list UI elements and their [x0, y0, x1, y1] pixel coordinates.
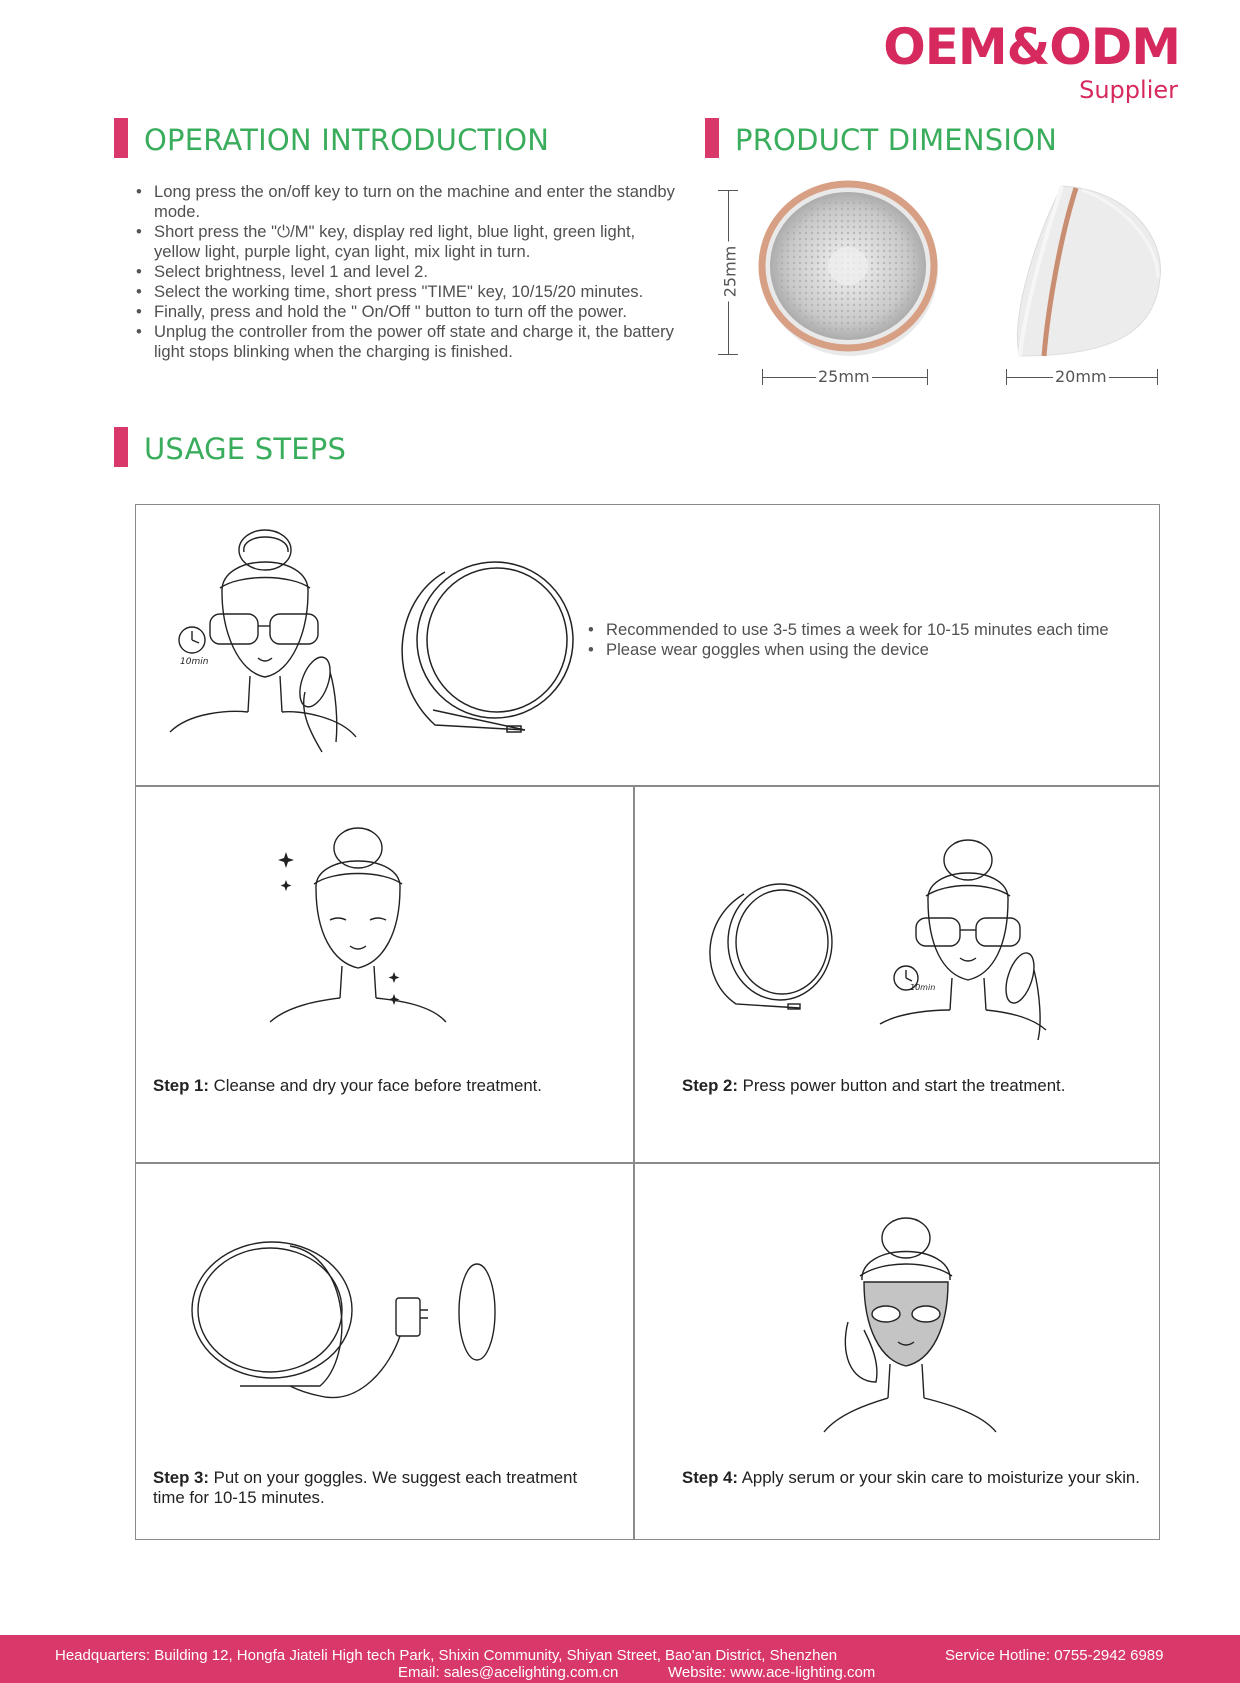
- step-1-text: [153, 1076, 623, 1096]
- product-side-image: [1000, 178, 1165, 368]
- section-accent-bar: [114, 427, 128, 467]
- step-3-text: [153, 1468, 613, 1508]
- device-charging-illustration: [190, 1236, 510, 1410]
- device-illustration: [385, 560, 575, 740]
- dimension-height-label: 25mm: [721, 242, 740, 302]
- dimension-tick: [718, 354, 738, 355]
- table-divider: [633, 785, 635, 1540]
- footer-email[interactable]: Email: sales@acelighting.com.cn: [398, 1664, 619, 1681]
- dimension-width-label: 25mm: [818, 367, 870, 386]
- device-illustration: [700, 880, 840, 1015]
- operation-item: • Select brightness, level 1 and level 2.: [136, 262, 676, 282]
- step-4-text: [682, 1468, 1162, 1488]
- section-accent-bar: [705, 118, 719, 158]
- product-front-image: [755, 182, 945, 364]
- operation-title: OPERATION INTRODUCTION: [144, 123, 550, 157]
- timer-label: 10min: [180, 657, 209, 667]
- woman-clean-face-illustration: [270, 822, 460, 1032]
- usage-tip: • Recommended to use 3-5 times a week for 10-15 minutes each time: [588, 620, 1148, 640]
- woman-goggles-illustration: [880, 834, 1060, 1044]
- usage-tips-list: [588, 620, 1148, 660]
- step-4-description: Apply serum or your skin care to moisturize your skin.: [741, 1468, 1140, 1487]
- step-1-label: Step 1:: [153, 1076, 209, 1095]
- step-2-description: Press power button and start the treatment.: [742, 1076, 1066, 1095]
- step-2-text: [682, 1076, 1152, 1096]
- usage-title: USAGE STEPS: [144, 432, 347, 466]
- operation-item: • Select the working time, short press "TIME" key, 10/15/20 minutes.: [136, 282, 676, 302]
- footer: [0, 1635, 1240, 1683]
- usage-tip: • Please wear goggles when using the device: [588, 640, 1148, 660]
- dimension-title: PRODUCT DIMENSION: [735, 123, 1058, 157]
- step-1-description: Cleanse and dry your face before treatment.: [213, 1076, 542, 1095]
- operation-item: • Short press the "⏻/M" key, display red light, blue light, green light, yellow light, purple light, cyan light, mix light in turn.: [136, 222, 676, 262]
- woman-skincare-illustration: [820, 1212, 1010, 1436]
- step-2-label: Step 2:: [682, 1076, 738, 1095]
- woman-goggles-illustration: [160, 522, 360, 758]
- table-divider: [135, 1162, 1160, 1164]
- dimension-tick: [927, 369, 928, 385]
- section-accent-bar: [114, 118, 128, 158]
- step-3-description: Put on your goggles. We suggest each treatment time for 10-15 minutes.: [153, 1468, 578, 1507]
- footer-address: Headquarters: Building 12, Hongfa Jiateli High tech Park, Shixin Community, Shiyan Street, Bao'an District, Shenzhen: [55, 1647, 838, 1664]
- footer-website[interactable]: Website: www.ace-lighting.com: [668, 1664, 876, 1681]
- brand-subtitle: Supplier: [1079, 76, 1178, 104]
- operation-item: • Long press the on/off key to turn on the machine and enter the standby mode.: [136, 182, 676, 222]
- operation-item: • Unplug the controller from the power off state and charge it, the battery light stops blinking when the charging is finished.: [136, 322, 676, 362]
- table-divider: [135, 785, 1160, 787]
- timer-label: 10min: [910, 983, 936, 992]
- operation-item: • Finally, press and hold the " On/Off " button to turn off the power.: [136, 302, 676, 322]
- brand-logo-text: OEM&ODM: [883, 18, 1180, 76]
- footer-hotline: Service Hotline: 0755-2942 6989: [945, 1647, 1164, 1664]
- step-3-label: Step 3:: [153, 1468, 209, 1487]
- step-4-label: Step 4:: [682, 1468, 738, 1487]
- operation-list: [136, 182, 676, 362]
- dimension-depth-label: 20mm: [1055, 367, 1107, 386]
- dimension-tick: [1157, 369, 1158, 385]
